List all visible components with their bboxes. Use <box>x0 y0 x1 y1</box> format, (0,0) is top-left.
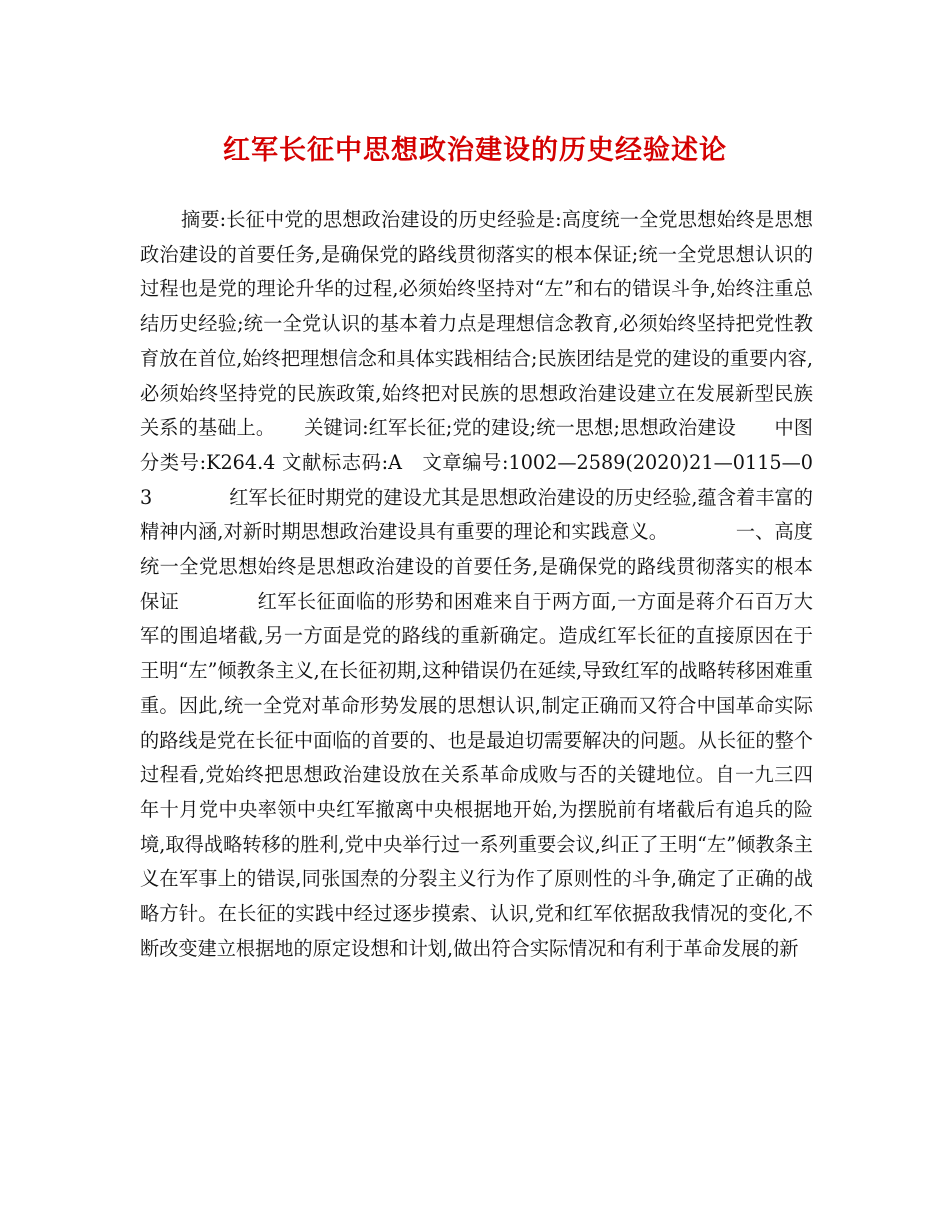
document-title: 红军长征中思想政治建设的历史经验述论 <box>223 135 727 166</box>
document-body: 摘要:长征中党的思想政治建设的历史经验是:高度统一全党思想始终是思想政治建设的首要任务,是确保党的路线贯彻落实的根本保证;统一全党思想认识的过程也是党的理论升华的过程,必须始终坚持对“左”和右的错误斗争,始终注重总结历史经验;统一全党认识的基本着力点是理想信念教育,必须始终坚持把党性教育放在首位,始终把理想信念和具体实践相结合;民族团结是党的建设的重要内容,必须始终坚持党的民族政策,始终把对民族的思想政治建设建立在发展新型民族关系的基础上。 关键词:红军长征;党的建设;统一思想;思想政治建设 中图分类号:K264.4 文献标志码:A 文章编号:1002—2589(2020)21—0115—03 红军长征时期党的建设尤其是思想政治建设的历史经验,蕴含着丰富的精神内涵,对新时期思想政治建设具有重要的理论和实践意义。 一、高度统一全党思想始终是思想政治建设的首要任务,是确保党的路线贯彻落实的根本保证 红军长征面临的形势和困难来自于两方面,一方面是蒋介石百万大军的围追堵截,另一方面是党的路线的重新确定。造成红军长征的直接原因在于王明“左”倾教条主义,在长征初期,这种错误仍在延续,导致红军的战略转移困难重重。因此,统一全党对革命形势发展的思想认识,制定正确而又符合中国革命实际的路线是党在长征中面临的首要的、也是最迫切需要解决的问题。从长征的整个过程看,党始终把思想政治建设放在关系革命成败与否的关键地位。自一九三四年十月党中央率领中央红军撤离中央根据地开始,为摆脱前有堵截后有追兵的险境,取得战略转移的胜利,党中央举行过一系列重要会议,纠正了王明“左”倾教条主义在军事上的错误,同张国焘的分裂主义行为作了原则性的斗争,确定了正确的战略方针。在长征的实践中经过逐步摸索、认识,党和红军依据敌我情况的变化,不断改变建立根据地的原定设想和计划,做出符合实际情况和有利于革命发展的新 <box>140 208 813 960</box>
